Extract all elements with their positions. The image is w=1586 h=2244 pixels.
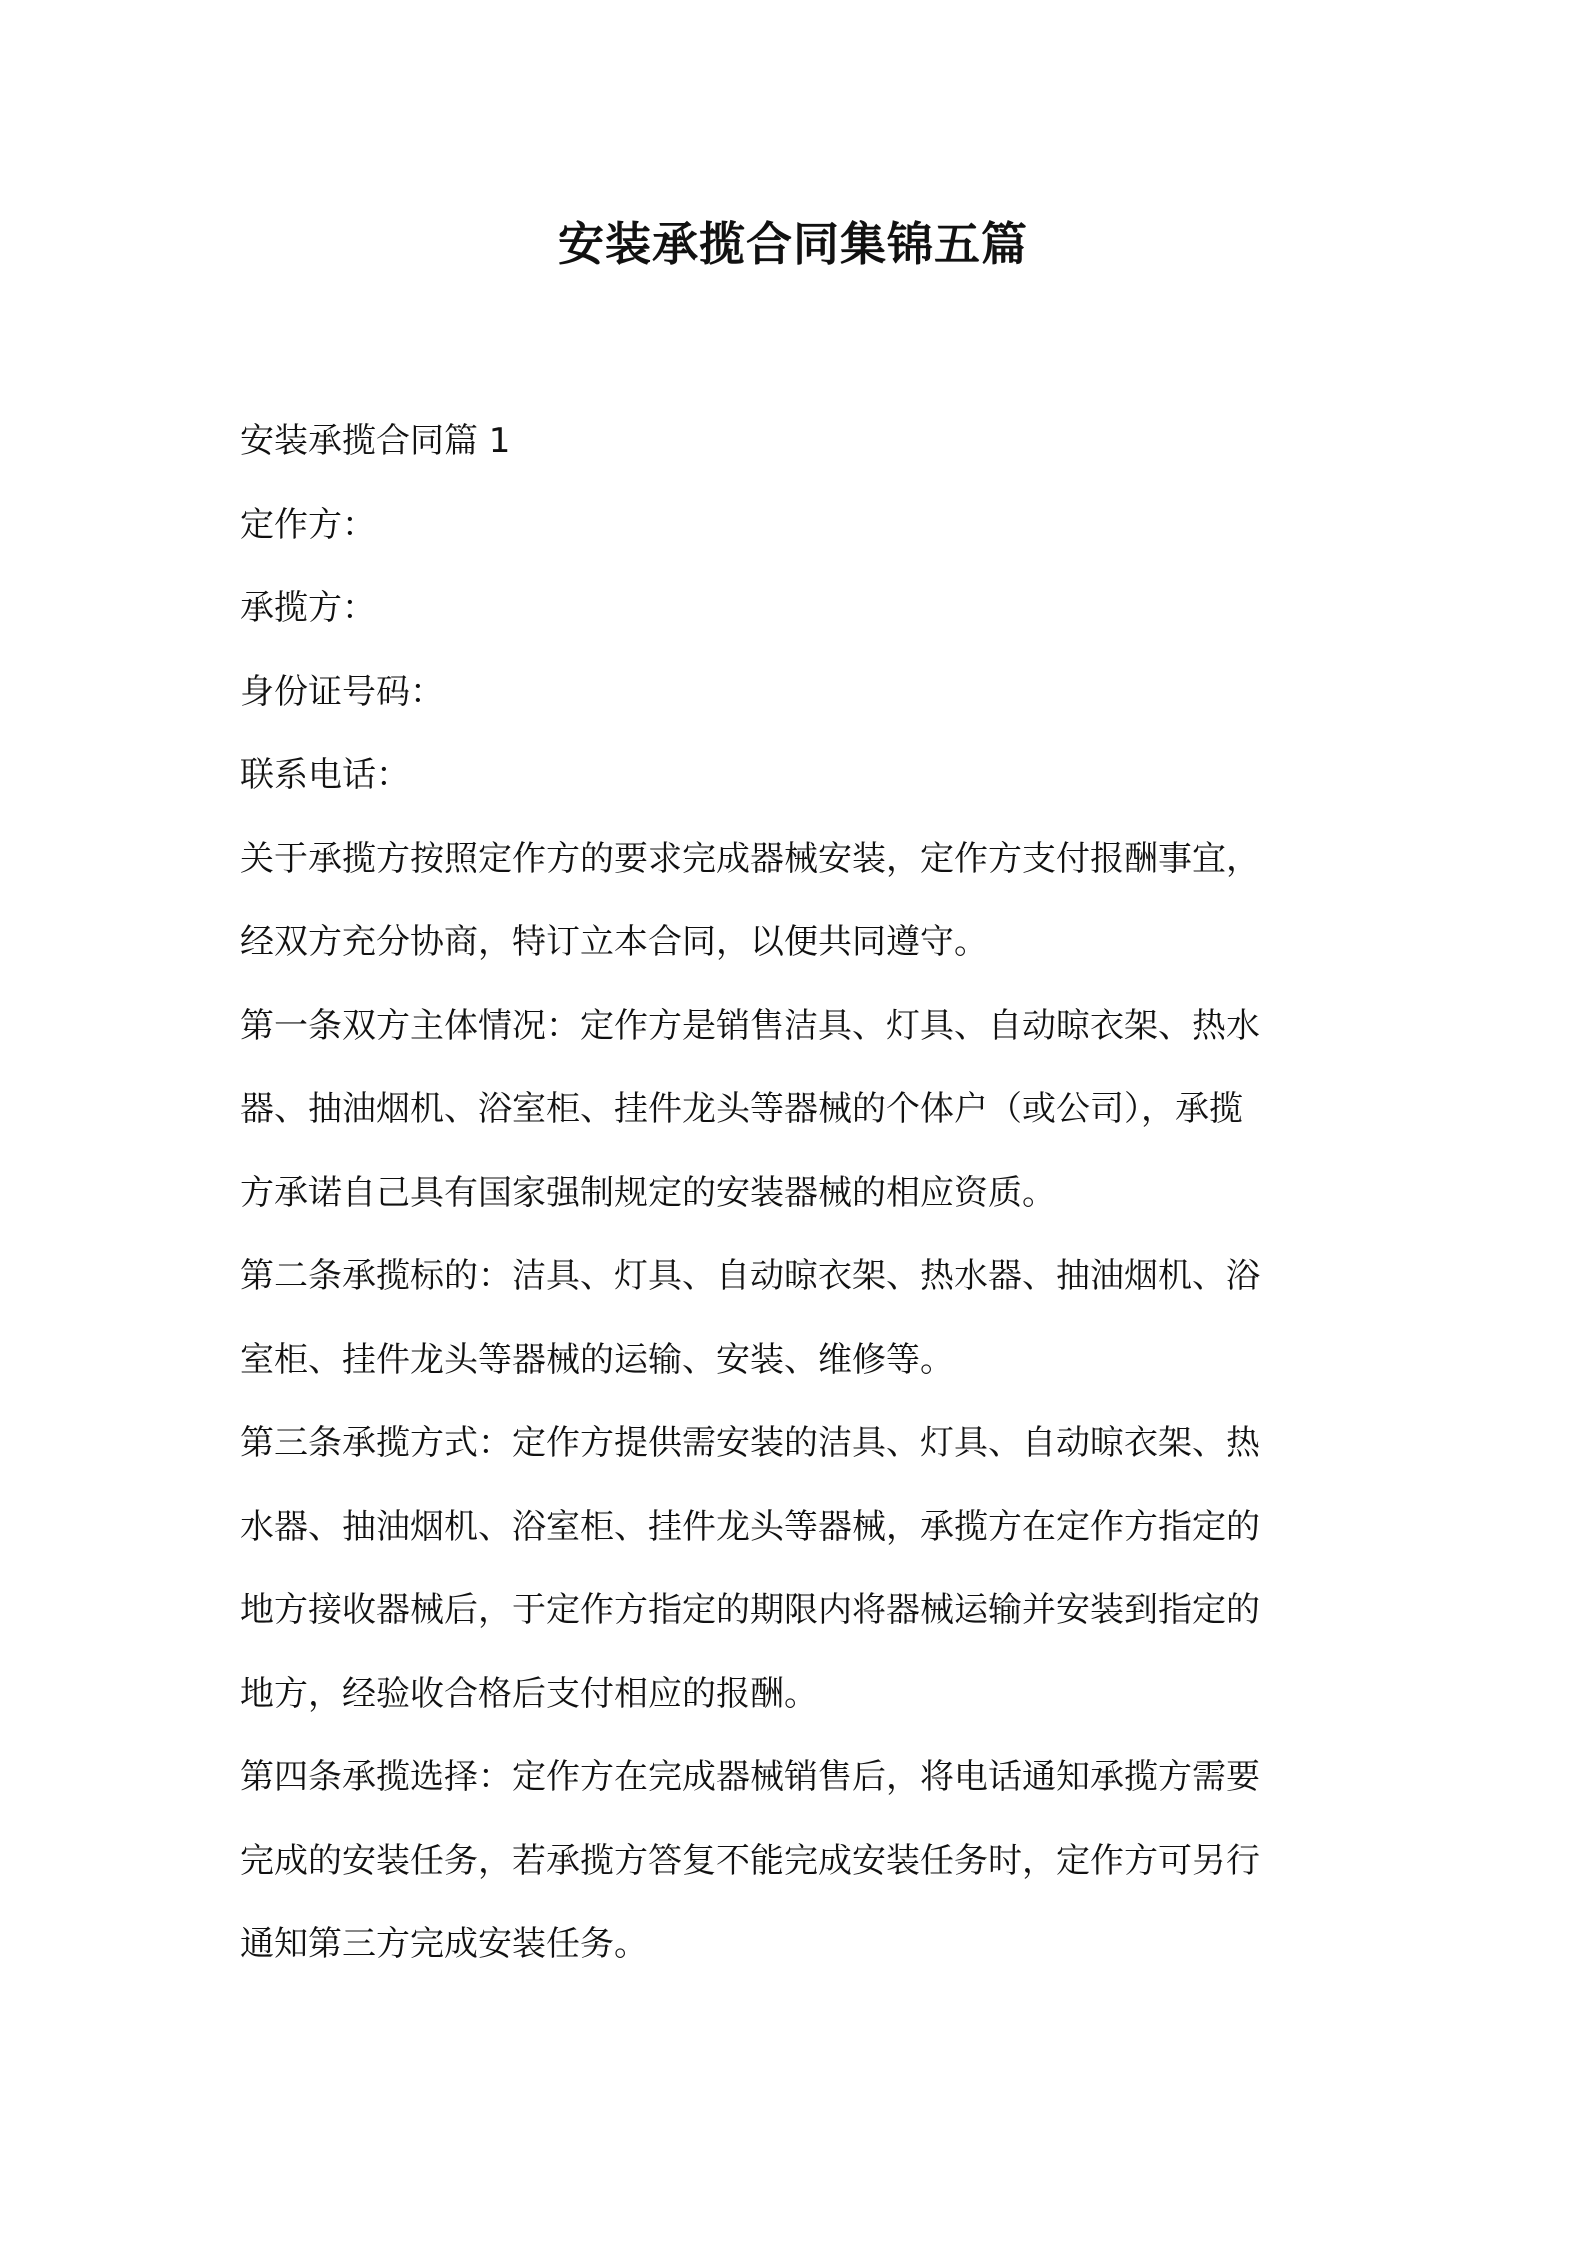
article-1-line: 方承诺自己具有国家强制规定的安装器械的相应资质。 bbox=[240, 1172, 1056, 1213]
article-2-line: 第二条承揽标的：洁具、灯具、自动晾衣架、热水器、抽油烟机、浴 bbox=[240, 1256, 1260, 1296]
article-1-line: 第一条双方主体情况：定作方是销售洁具、灯具、自动晾衣架、热水 bbox=[240, 1005, 1260, 1046]
article-2-line: 室柜、挂件龙头等器械的运输、安装、维修等。 bbox=[240, 1339, 954, 1380]
section-heading: 安装承揽合同篇 1 bbox=[240, 421, 511, 461]
document-body bbox=[240, 400, 1350, 1987]
article-3-line: 第三条承揽方式：定作方提供需安装的洁具、灯具、自动晾衣架、热 bbox=[240, 1423, 1260, 1463]
article-3-line: 地方，经验收合格后支付相应的报酬。 bbox=[240, 1673, 818, 1714]
contractor-field-label: 承揽方： bbox=[240, 588, 376, 628]
article-4-line: 第四条承揽选择：定作方在完成器械销售后，将电话通知承揽方需要 bbox=[240, 1757, 1260, 1797]
phone-field-label: 联系电话： bbox=[240, 755, 410, 795]
article-3-line: 地方接收器械后，于定作方指定的期限内将器械运输并安装到指定的 bbox=[240, 1590, 1260, 1630]
article-4-line: 通知第三方完成安装任务。 bbox=[240, 1924, 648, 1964]
intro-paragraph-line: 关于承揽方按照定作方的要求完成器械安装，定作方支付报酬事宜， bbox=[240, 838, 1260, 879]
article-3-line: 水器、抽油烟机、浴室柜、挂件龙头等器械，承揽方在定作方指定的 bbox=[240, 1506, 1260, 1547]
article-1-line: 器、抽油烟机、浴室柜、挂件龙头等器械的个体户（或公司），承揽 bbox=[240, 1089, 1243, 1129]
id-number-field-label: 身份证号码： bbox=[240, 671, 444, 712]
intro-paragraph-line: 经双方充分协商，特订立本合同，以便共同遵守。 bbox=[240, 922, 988, 962]
document-title: 安装承揽合同集锦五篇 bbox=[558, 217, 1028, 271]
commissioner-field-label: 定作方： bbox=[240, 504, 376, 545]
article-4-line: 完成的安装任务，若承揽方答复不能完成安装任务时，定作方可另行 bbox=[240, 1840, 1260, 1881]
